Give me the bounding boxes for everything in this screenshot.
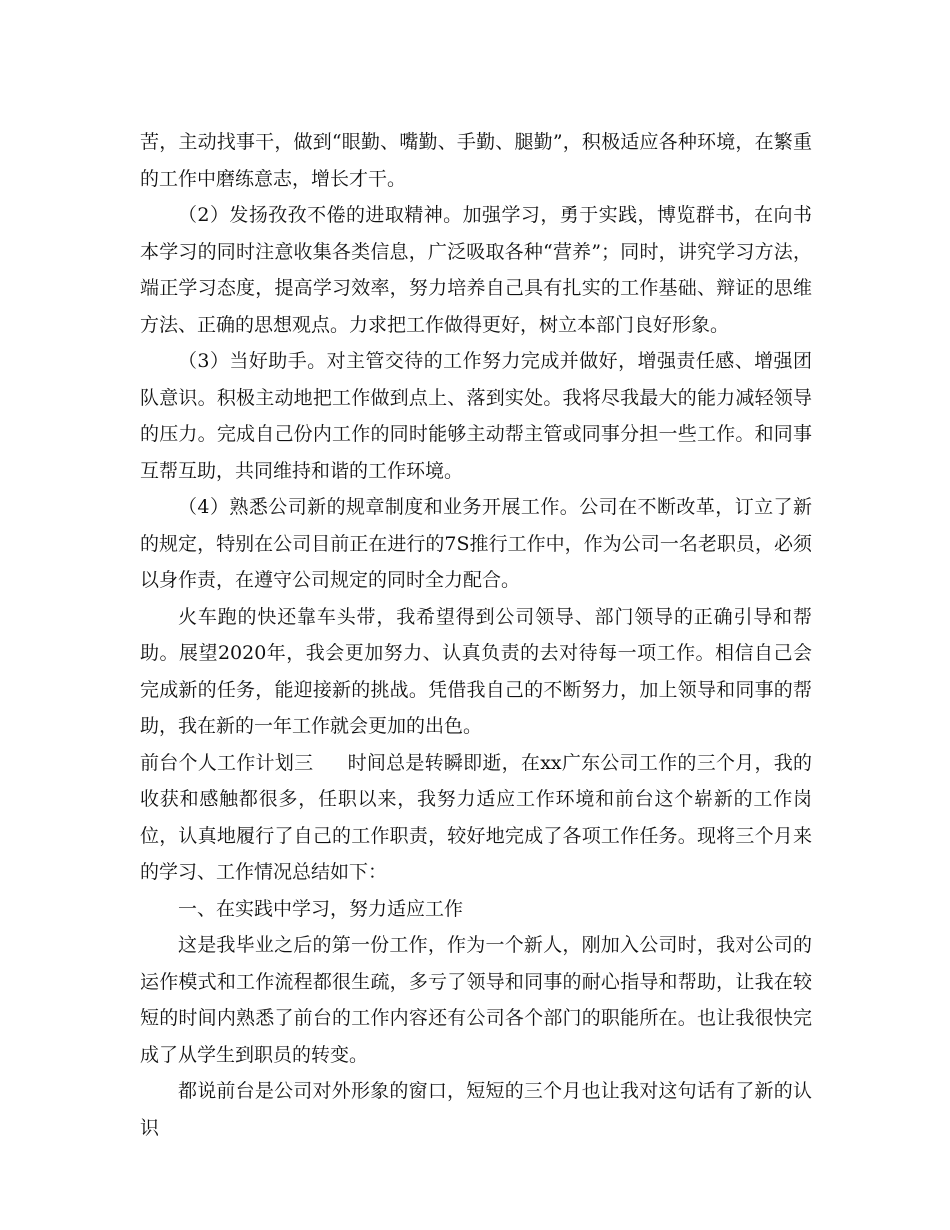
section-intro-text: 时间总是转瞬即逝，在xx广东公司工作的三个月，我的收获和感触都很多，任职以来，我努力适应工作环境和前台这个崭新的工作岗位，认真地履行了自己的工作职责，较好地完成了各项工作任务。现将三个月来的学习、工作情况总结如下： [140, 751, 812, 883]
subheading-practice-learning: 一、在实践中学习，努力适应工作 [178, 897, 464, 920]
paragraph-continuation: 苦，主动找事干，做到“眼勤、嘴勤、手勤、腿勤”，积极适应各种环境，在繁重的工作中磨练意志，增长才干。 [140, 131, 812, 190]
paragraph-closing: 火车跑的快还靠车头带，我希望得到公司领导、部门领导的正确引导和帮助。展望2020年，我会更加努力、认真负责的去对待每一项工作。相信自己会完成新的任务，能迎接新的挑战。凭借我自己的不断努力，加上领导和同事的帮助，我在新的一年工作就会更加的出色。 [140, 605, 812, 737]
paragraph-item-3: （3）当好助手。对主管交待的工作努力完成并做好，增强责任感、增强团队意识。积极主动地把工作做到点上、落到实处。我将尽我最大的能力减轻领导的压力。完成自己份内工作的同时能够主动帮主管或同事分担一些工作。和同事互帮互助，共同维持和谐的工作环境。 [140, 350, 812, 482]
section-title: 前台个人工作计划三 [140, 751, 314, 774]
paragraph-item-2: （2）发扬孜孜不倦的进取精神。加强学习，勇于实践，博览群书，在向书本学习的同时注意收集各类信息，广泛吸取各种“营养”；同时，讲究学习方法，端正学习态度，提高学习效率，努力培养自己具有扎实的工作基础、辩证的思维方法、正确的思想观点。力求把工作做得更好，树立本部门良好形象。 [140, 204, 812, 336]
paragraph-item-4: （4）熟悉公司新的规章制度和业务开展工作。公司在不断改革，订立了新的规定，特别在公司目前正在进行的7S推行工作中，作为公司一名老职员，必须以身作责，在遵守公司规定的同时全力配合。 [140, 496, 812, 591]
paragraph-front-desk-window: 都说前台是公司对外形象的窗口，短短的三个月也让我对这句话有了新的认识 [140, 1080, 812, 1139]
paragraph-first-job: 这是我毕业之后的第一份工作，作为一个新人，刚加入公司时，我对公司的运作模式和工作流程都很生疏，多亏了领导和同事的耐心指导和帮助，让我在较短的时间内熟悉了前台的工作内容还有公司各个部门的职能所在。也让我很快完成了从学生到职员的转变。 [140, 934, 812, 1066]
document-body [140, 124, 812, 1146]
section-intro-paragraph [140, 745, 812, 891]
